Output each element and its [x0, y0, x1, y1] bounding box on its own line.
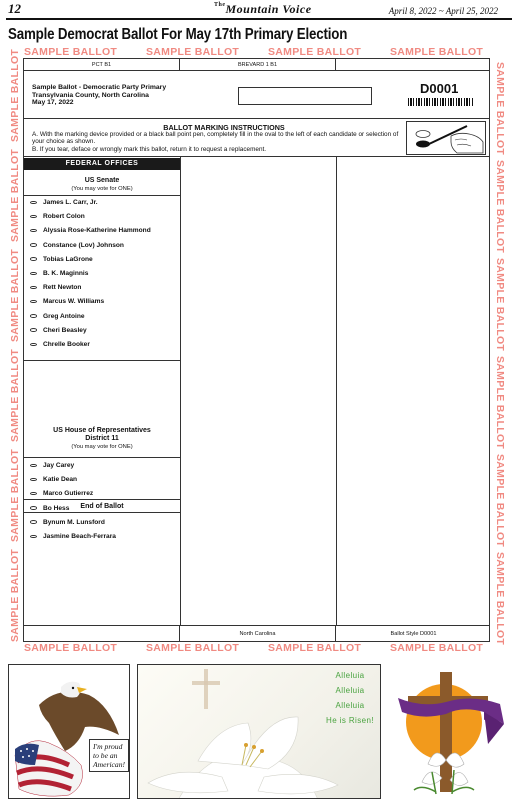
- page-title: Sample Democrat Ballot For May 17th Primary Election: [8, 26, 348, 43]
- candidate-option[interactable]: [30, 327, 87, 334]
- easter-lily-ad: [137, 664, 381, 799]
- race-header: [24, 170, 180, 196]
- precinct-bar-blank: [336, 59, 491, 71]
- candidate-option[interactable]: [30, 256, 93, 263]
- proud-american-caption: I'm proud to be an American!: [89, 739, 129, 772]
- alleluia-line: Alleluia: [335, 701, 365, 710]
- candidate-name: Cheri Beasley: [43, 326, 87, 334]
- vote-oval[interactable]: [30, 243, 37, 247]
- ballot-header: [24, 71, 489, 119]
- district-label: BREVARD 1 B1: [180, 59, 336, 71]
- vote-oval[interactable]: [30, 328, 37, 332]
- sample-ballot-watermark: SAMPLE BALLOT: [24, 642, 118, 654]
- candidate-name: Constance (Lov) Johnson: [43, 241, 124, 249]
- ballot-precinct-bar: [24, 59, 489, 71]
- vote-oval[interactable]: [30, 201, 37, 205]
- sample-ballot-watermark: SAMPLE BALLOT: [268, 642, 362, 654]
- sample-ballot-watermark: SAMPLE BALLOT: [494, 356, 506, 450]
- vote-oval[interactable]: [30, 492, 37, 496]
- candidate-option[interactable]: [30, 270, 88, 277]
- instruction-b: B. If you tear, deface or wrongly mark this ballot, return it to request a replacement.: [32, 146, 267, 153]
- candidate-name: Jasmine Beach-Ferrara: [43, 533, 116, 540]
- ballot-id-box: [238, 87, 372, 105]
- candidate-name: Chrelle Booker: [43, 341, 90, 348]
- paper-name-the: The: [214, 2, 226, 8]
- sample-ballot-watermark: SAMPLE BALLOT: [146, 642, 240, 654]
- candidate-option[interactable]: [30, 533, 116, 540]
- eagle-flag-icon: [9, 665, 130, 799]
- vote-oval[interactable]: [30, 478, 37, 482]
- candidate-name: Alyssia Rose-Katherine Hammond: [43, 227, 151, 235]
- precinct-label: PCT B1: [24, 59, 180, 71]
- ballot-header-text: [32, 84, 166, 107]
- sample-ballot-watermark: SAMPLE BALLOT: [494, 62, 506, 156]
- patriotic-ad: [8, 664, 130, 799]
- ballot-code: D0001: [420, 81, 459, 96]
- cross-lily-icon: [392, 664, 514, 799]
- sample-ballot-watermark: SAMPLE BALLOT: [146, 46, 240, 58]
- vote-oval[interactable]: [30, 215, 37, 219]
- candidate-name: Robert Colon: [43, 213, 85, 221]
- footer-state: North Carolina: [180, 626, 336, 642]
- instruction-a: A. With the marking device provided or a black ball point pen, completely fill in the oval to the left of each candidate or selection of your choice as shown.: [32, 131, 399, 145]
- paper-name: [214, 2, 312, 17]
- race-divider: [24, 360, 180, 361]
- ballot-date: May 17, 2022: [32, 99, 74, 107]
- candidate-option[interactable]: [30, 462, 74, 469]
- candidate-name: Marco Gutierrez: [43, 490, 94, 498]
- sample-ballot-watermark: SAMPLE BALLOT: [494, 258, 506, 352]
- candidate-name: Bo Hess: [43, 504, 70, 512]
- race-title: US House of Representatives: [53, 427, 151, 434]
- race-title-district: District 11: [85, 435, 119, 442]
- vote-oval[interactable]: [30, 343, 37, 347]
- candidate-name: Rett Newton: [43, 284, 82, 292]
- instructions-title: BALLOT MARKING INSTRUCTIONS: [163, 123, 285, 132]
- ballot-county: Transylvania County, North Carolina: [32, 91, 149, 99]
- masthead: [6, 1, 512, 20]
- vote-oval[interactable]: [30, 272, 37, 276]
- candidate-option[interactable]: [30, 490, 93, 497]
- ballot-party: Sample Ballot - Democratic Party Primary: [32, 84, 167, 91]
- paper-name-main: Mountain Voice: [225, 2, 312, 16]
- candidate-option[interactable]: [30, 199, 98, 206]
- alleluia-line: Alleluia: [335, 686, 365, 695]
- race-instruction: (You may vote for ONE): [71, 186, 133, 192]
- candidate-option[interactable]: [30, 313, 85, 320]
- candidate-name: Bynum M. Lunsford: [43, 518, 105, 526]
- footer-ballot-style: Ballot Style D0001: [390, 631, 437, 637]
- section-federal-offices: FEDERAL OFFICES: [24, 158, 180, 170]
- sample-ballot-watermark: SAMPLE BALLOT: [9, 348, 21, 442]
- sample-ballot-watermark: SAMPLE BALLOT: [9, 148, 21, 242]
- sample-ballot-watermark: SAMPLE BALLOT: [268, 46, 362, 58]
- column-divider: [336, 157, 337, 625]
- candidate-option[interactable]: [30, 213, 85, 220]
- vote-oval[interactable]: [30, 286, 37, 290]
- pen-hand-icon: [406, 121, 486, 155]
- alleluia-line: Alleluia: [335, 671, 365, 680]
- candidate-option[interactable]: [30, 242, 124, 249]
- candidate-name: Tobias LaGrone: [43, 255, 93, 263]
- end-of-ballot: End of Ballot: [24, 499, 180, 513]
- vote-oval[interactable]: [30, 464, 37, 468]
- sample-ballot-watermark: SAMPLE BALLOT: [9, 248, 21, 342]
- column-divider: [180, 157, 181, 625]
- race-instruction: (You may vote for ONE): [71, 444, 133, 450]
- race-title: US Senate: [84, 177, 120, 184]
- candidate-name: Marcus W. Williams: [43, 298, 105, 306]
- easter-cross-ad: [392, 664, 514, 799]
- sample-ballot-watermark: SAMPLE BALLOT: [494, 552, 506, 646]
- sample-ballot-watermark: SAMPLE BALLOT: [494, 160, 506, 254]
- candidate-option[interactable]: [30, 519, 105, 526]
- ballot-footer: [24, 625, 489, 641]
- race-header: [24, 420, 180, 458]
- sample-ballot-watermark: SAMPLE BALLOT: [24, 46, 118, 58]
- vote-oval[interactable]: [30, 520, 37, 524]
- candidate-name: Greg Antoine: [43, 312, 85, 320]
- sample-ballot-watermark: SAMPLE BALLOT: [494, 454, 506, 548]
- candidate-option[interactable]: [30, 298, 104, 305]
- sample-ballot-watermark: SAMPLE BALLOT: [9, 548, 21, 642]
- sample-ballot-watermark: SAMPLE BALLOT: [390, 46, 484, 58]
- vote-oval[interactable]: [30, 229, 37, 233]
- vote-oval[interactable]: [30, 314, 37, 318]
- sample-ballot-watermark: SAMPLE BALLOT: [9, 48, 21, 142]
- vote-oval[interactable]: [30, 300, 37, 304]
- barcode-icon: [408, 98, 474, 106]
- sample-ballot: [23, 58, 490, 642]
- candidate-name: James L. Carr, Jr.: [43, 199, 98, 206]
- candidate-option[interactable]: [30, 476, 77, 483]
- vote-oval[interactable]: [30, 257, 37, 261]
- issue-date: April 8, 2022 ~ April 25, 2022: [388, 6, 498, 16]
- sample-ballot-watermark: SAMPLE BALLOT: [9, 448, 21, 542]
- candidate-name: Jay Carey: [43, 462, 75, 469]
- candidate-name: Katie Dean: [43, 476, 78, 484]
- candidate-option[interactable]: [30, 341, 90, 348]
- vote-oval[interactable]: [30, 535, 37, 539]
- candidate-option[interactable]: [30, 227, 151, 234]
- page-number: 12: [8, 1, 21, 16]
- candidate-option[interactable]: [30, 284, 81, 291]
- footer-blank: [24, 626, 180, 642]
- marking-instructions: [24, 119, 489, 157]
- sample-ballot-watermark: SAMPLE BALLOT: [390, 642, 484, 654]
- alleluia-line: He is Risen!: [326, 716, 374, 725]
- candidate-name: B. K. Maginnis: [43, 270, 89, 277]
